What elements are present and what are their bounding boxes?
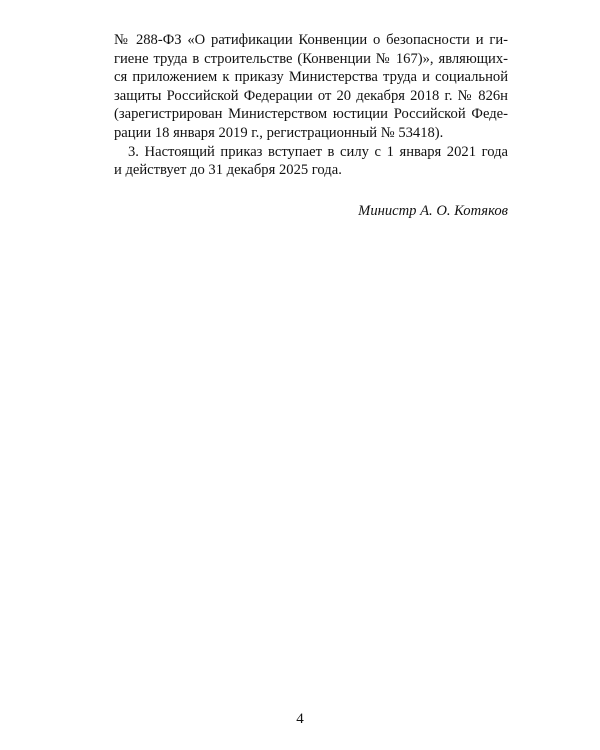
- page-number: 4: [296, 711, 304, 727]
- signature: Министр А. О. Котяков: [358, 203, 508, 219]
- text-line: гиене труда в строительстве (Конвенции № 167)», являющих-: [114, 50, 508, 67]
- body-text: [114, 31, 508, 180]
- text-line: рации 18 января 2019 г., регистрационный № 53418).: [114, 124, 444, 141]
- clause-3-line: и действует до 31 декабря 2025 года.: [114, 162, 342, 179]
- text-line: № 288-ФЗ «О ратификации Конвенции о безопасности и ги-: [114, 32, 508, 48]
- text-line: (зарегистрирован Министерством юстиции Российской Феде-: [114, 106, 508, 123]
- clause-3-line: 3. Настоящий приказ вступает в силу с 1 января 2021 года: [128, 143, 508, 160]
- text-line: защиты Российской Федерации от 20 декабря 2018 г. № 826н: [114, 87, 508, 104]
- text-line: ся приложением к приказу Министерства труда и социальной: [114, 69, 508, 86]
